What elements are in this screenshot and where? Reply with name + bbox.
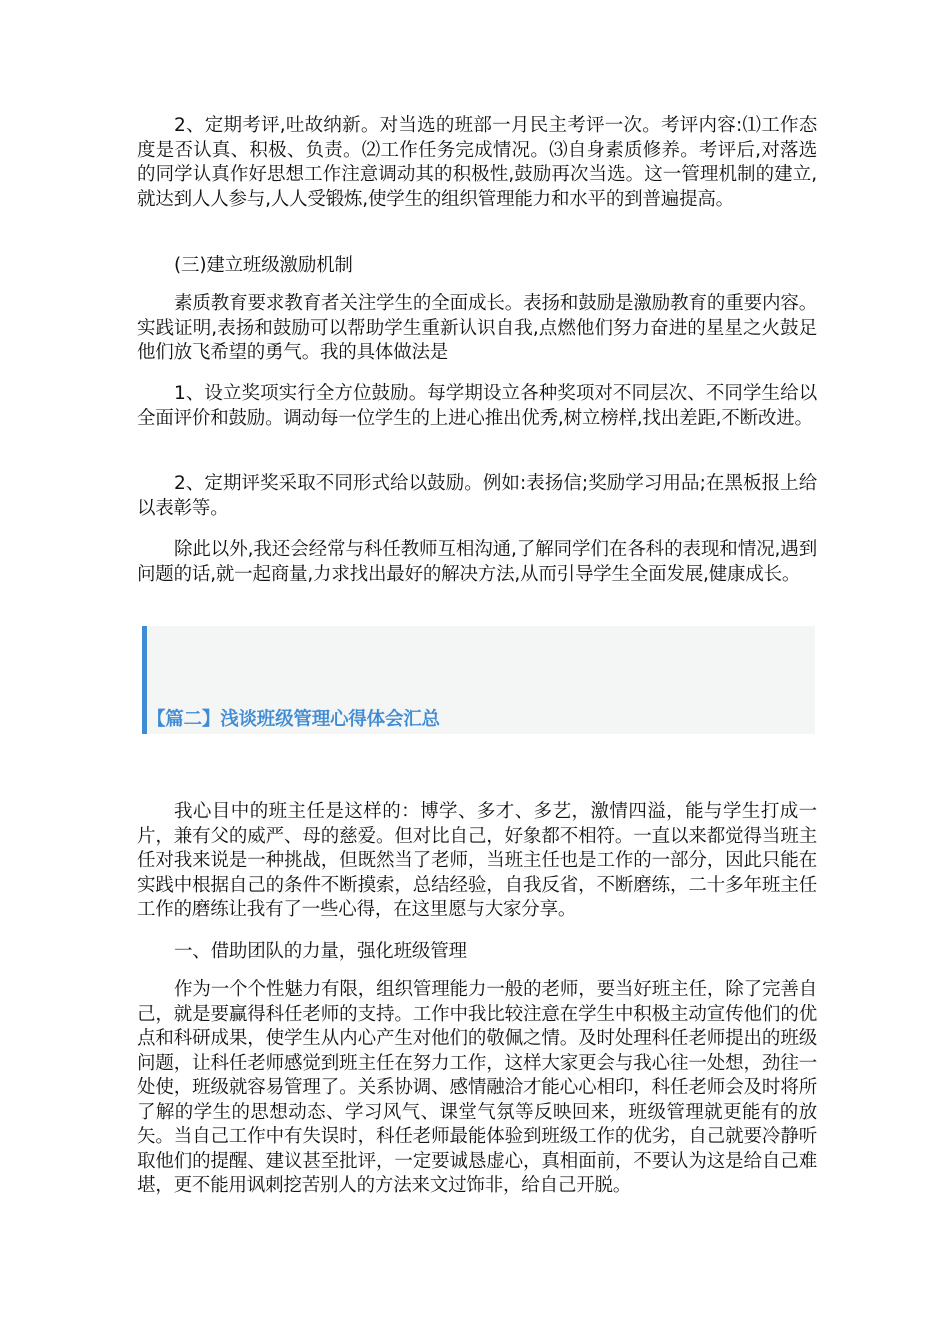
paragraph-teacher-support: 作为一个个性魅力有限，组织管理能力一般的老师，要当好班主任，除了完善自己，就是要赢得科任老师的支持。工作中我比较注意在学生中积极主动宣传他们的优点和科研成果，使学生从内心产生对他们的敬佩之情。及时处理科任老师提出的班级问题，让科任老师感觉到班主任在努力工作，这样大家更会与我心往一处想，劲往一处使，班级就容易管理了。关系协调、感情融洽才能心心相印，科任老师会及时将所了解的学生的思想动态、学习风气、课堂气氛等反映回来，班级管理就更能有的放矢。当自己工作中有失误时，科任老师最能体验到班级工作的优劣，自己就要冷静听取他们的提醒、建议甚至批评，一定要诚恳虚心，真相面前，不要认为这是给自己难堪，更不能用讽刺挖苦别人的方法来文过饰非，给自己开脱。	[137, 979, 817, 1196]
paragraph-awards: 1、设立奖项实行全方位鼓励。每学期设立各种奖项对不同层次、不同学生给以全面评价和鼓励。调动每一位学生的上进心推出优秀,树立榜样,找出差距,不断改进。	[137, 383, 817, 429]
section-header-box	[142, 626, 815, 734]
section-title: 【篇二】浅谈班级管理心得体会汇总	[147, 709, 440, 730]
paragraph-evaluation: 2、定期考评,吐故纳新。对当选的班部一月民主考评一次。考评内容:⑴工作态度是否认真、积极、负责。⑵工作任务完成情况。⑶自身素质修养。考评后,对落选的同学认真作好思想工作注意调动其的积极性,鼓励再次当选。这一管理机制的建立,就达到人人参与,人人受锻炼,使学生的组织管理能力和水平的到普遍提高。	[137, 115, 817, 210]
heading-incentive-mechanism: (三)建立班级激励机制	[174, 255, 353, 276]
paragraph-ideal-teacher: 我心目中的班主任是这样的：博学、多才、多艺，激情四溢，能与学生打成一片，兼有父的威严、母的慈爱。但对比自己，好象都不相符。一直以来都觉得当班主任对我来说是一种挑战，但既然当了老师，当班主任也是工作的一部分，因此只能在实践中根据自己的条件不断摸索，总结经验，自我反省，不断磨练，二十多年班主任工作的磨练让我有了一些心得，在这里愿与大家分享。	[137, 801, 817, 920]
heading-team-strength: 一、借助团队的力量，强化班级管理	[174, 941, 467, 962]
paragraph-periodic-awards: 2、定期评奖采取不同形式给以鼓励。例如:表扬信;奖励学习用品;在黑板报上给以表彰等。	[137, 473, 817, 519]
paragraph-quality-education: 素质教育要求教育者关注学生的全面成长。表扬和鼓励是激励教育的重要内容。实践证明,表扬和鼓励可以帮助学生重新认识自我,点燃他们努力奋进的星星之火鼓足他们放飞希望的勇气。我的具体做法是	[137, 293, 817, 363]
paragraph-communication: 除此以外,我还会经常与科任教师互相沟通,了解同学们在各科的表现和情况,遇到问题的话,就一起商量,力求找出最好的解决方法,从而引导学生全面发展,健康成长。	[137, 539, 817, 585]
